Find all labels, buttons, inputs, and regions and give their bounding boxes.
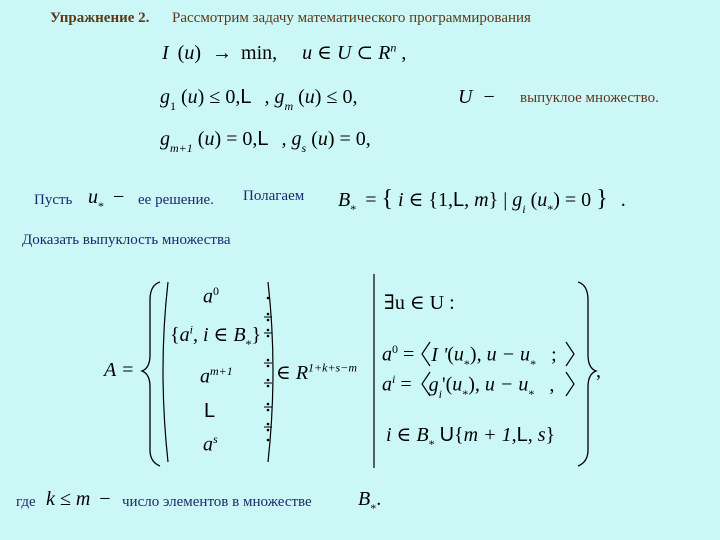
where-word: где (16, 494, 36, 510)
angle-bracket-close-2 (566, 372, 574, 396)
k-le-m: k ≤ m − (46, 488, 111, 510)
u-star-symbol: $u_*$ − (88, 186, 125, 213)
vector-am1: $a^{m+1}$ (200, 364, 233, 388)
A-equals: A = (104, 359, 135, 381)
arrow-symbol: → (212, 42, 233, 64)
solution-text: ее решение. (138, 192, 214, 208)
I-symbol: I (162, 42, 169, 64)
condition-index-set: i ∈ $B_*$ U{m + 1,L, s} (386, 424, 556, 451)
objective-line: I (u) → min, u ∈ U ⊂ $R^n$ , (162, 40, 407, 64)
B-star-definition: $B_*$ = { i ∈ {1,L, m} | $g_i$ $(u_*) = 0$ } . (338, 186, 626, 216)
U-dash: U − (458, 86, 495, 108)
inequality-constraints-line: $g_1$ (u) ≤ 0,L , $g_m$ (u) ≤ 0, (160, 86, 358, 113)
exists-condition: ∃u ∈ U : (384, 292, 455, 314)
exercise-label: Упражнение 2. (50, 10, 150, 26)
prove-text: Доказать выпуклость множества (22, 232, 231, 248)
in-R-space: ∈ $R^{1+k+s-m}$ (276, 360, 357, 384)
equality-constraints-line: $g_{m+1}$ (u) = 0,L , $g_s$ (u) = 0, (160, 128, 371, 155)
convex-set-text: выпуклое множество. (520, 90, 659, 106)
condition-ai: $a^i = g_i'(u_*)$, $u - u_*$ , (382, 372, 555, 401)
vector-as: $a^s$ (203, 432, 218, 456)
vector-ellipsis: L (204, 400, 216, 422)
let-word: Пусть (34, 192, 73, 208)
angle-bracket-close-1 (566, 342, 574, 366)
vector-left-paren (163, 282, 168, 462)
vector-right-paren (268, 282, 273, 462)
vector-ai: {$a^i$, i ∈ $B_*$} (170, 322, 262, 351)
trailing-comma: , (596, 360, 601, 382)
footer-B-star: $B_*$. (358, 488, 382, 515)
outer-right-brace (578, 282, 596, 466)
set-label: Полагаем (243, 188, 305, 204)
condition-a0: $a^0 = I$ '$(u_*)$, $u - u_*$ ; (382, 342, 557, 371)
outer-left-brace (142, 282, 160, 466)
intro-text: Рассмотрим задачу математического программирования (172, 10, 531, 26)
vector-a0: $a^0$ (203, 284, 219, 308)
footer-text: число элементов в множестве (122, 494, 312, 510)
